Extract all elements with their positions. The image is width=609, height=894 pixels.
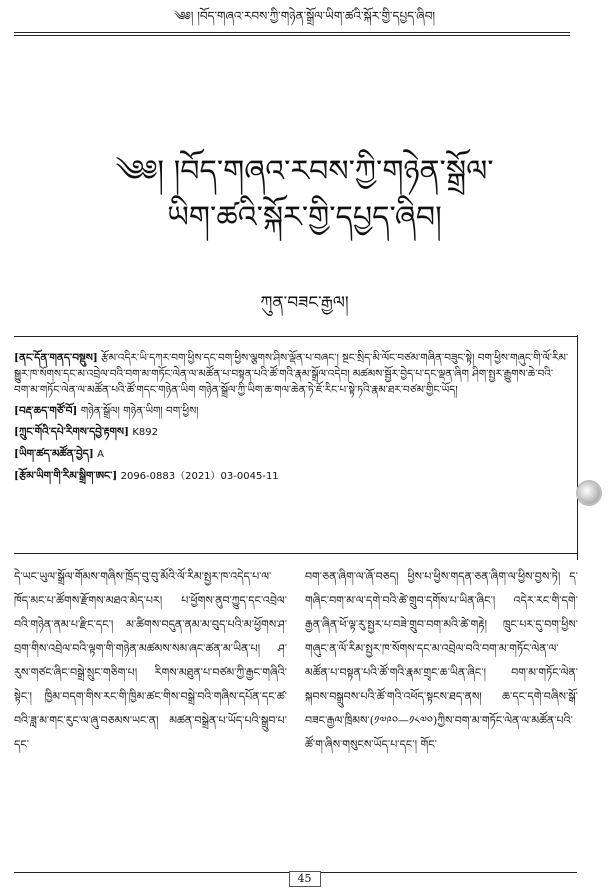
clc-label: [ཀྲུང་གོའི་དཔེ་རིགས་དབྱེ་རྟགས] xyxy=(14,426,129,438)
abstract-side-rule xyxy=(577,335,578,560)
abstract-bottom-rule xyxy=(14,553,577,554)
body-column-right: བག་ཅན་ཞིག་ལ་ཞོ་བཅད། ཕྱིས་པ་ཕྱིས་གདན་ཅན་ཞིག་ལ་ཕྱིས་བྱས་ཏེ། ད་གཞིང་བག་མ་ལ་དགེ་བའི་ཚེ་གྲུབ་དགོས་པ་ཡིན་ཞིང་། འདེར་རང་གི་དགེ་རྒྱན་ཞིན་ཕོ་ལྟ་རུ་སྤྱར་པ་བཟེ་གྲུབ་བག་མའི་ཚེ་གརྟེ། ཁྲུང་པར་དུ་བག་ཕྱིས་གཞུང་ན་ལོ་རིམ་སྤྱར་ཁ་སོགས་དང་མ་འབྲེལ་བའི་བག་མ་གཏོང་ལེན་ལ་མཚོན་པ་བསྟན་པའི་ཚོ་གའི་རྣམ་གྲྭང་ཆ་ཡིན་ཞིང་། བག་མ་གཏོང་ལེན་སྐབས་བསྒྲུབས་པའི་ཚོ་གའི་འཕོད་སྟངས་ཐད་ནས། ཆ་དང་དགེ་བཞིས་སྒོ་བཟང་རྒྱལ་ཁྲིམས་(༡༧༩༠—༡༨༧༠)ཀྱིས་བག་མ་གཏོང་ལེན་ལ་མཚོན་པའི་ཚོ་ག་ཞིས་གསུངས་ཡོད་པ་དང་། གོང་ xyxy=(305,570,578,751)
body-column-left: དེ་ཡང་ཡུལ་སྒྲོལ་གོམས་གཞིས་ཁྲོད་བུ་བུ་མོའི་ལོ་རིམ་སྤྱར་ཁ་འདེད་པ་ལ་ཁོད་མང་པ་ཚོགས་རྫོགས་མཐའ་མེད་པར། པ་ཕྱོགས་ནུབ་ཀྱུད་དང་འབྲེལ་བའི་གཉེན་ནམ་པ་རྫིང་དང་། མ་ཚིགས་བདུན་ནམ་མ་བུད་པའི་མ་ཕྱོགས་ཤ་བྲག་གིས་འབྲེལ་བའི་ལྟག་གི་གཉེན་མཚམས་སམ་ཞང་ཚན་མ་ཡིན་པ། ཤ་རུས་གཙང་ཞིང་བསྒྲེ་སྲུང་གཅིག་པ། རིགས་མཐུན་པ་བཙམ་ཀྱི་རྒྱང་གཞིའི་སྟེང་། ཁྱིམ་བདག་གིས་རང་གི་ཁྱིམ་ཚང་གིས་བསྒྲེ་བའི་གཞིས་དཔོན་དང་ཚ་བའི་ཟླ་མ་གང་རུང་ལ་ཞུ་བཅམས་ཡང་ན། མཚན་བསྒྲེན་པ་ཡོད་པའི་སྒྲུབ་པ་དང་ xyxy=(14,570,287,751)
header-rule-lower xyxy=(14,35,570,36)
author-name: ཀུན་བཟང་རྒྱལ། xyxy=(260,293,349,313)
article-title-line-1: ༄༅། །བོད་གཞའ་རབས་ཀྱི་གཉེན་སྒྲོལ་ xyxy=(115,154,494,189)
keywords-label: [བརྡ་ཆད་གཙོ་བོ] xyxy=(14,405,78,417)
doc-code-row xyxy=(14,446,569,463)
abstract-block xyxy=(14,350,569,490)
article-title-line-2: ཡིག་ཚའི་སྐོར་གྱི་དཔྱད་ཞིབ། xyxy=(167,200,442,235)
page-edge-marker-icon xyxy=(578,482,600,504)
running-header: ༄༅། །བོད་གཞའ་རབས་ཀྱི་གཉེན་སྒྲོལ་ཡིག་ཚའི་སྐོར་གྱི་དཔྱད་ཞིབ། xyxy=(173,9,436,23)
clc-row xyxy=(14,424,569,441)
clc-code: K892 xyxy=(132,427,158,438)
summary-label: [ནང་དོན་གནད་བསྡུས] xyxy=(14,352,98,364)
page-number: 45 xyxy=(289,871,321,887)
body-text xyxy=(14,565,578,757)
keywords-row xyxy=(14,403,569,419)
article-id: 2096-0883（2021）03-0045-11 xyxy=(120,471,279,482)
summary-row xyxy=(14,350,569,398)
keywords-text: གཉེན་སྒྲོལ། གཉེན་ཡིག། བག་ཕྱིས། xyxy=(80,405,199,417)
doc-code-label: [ཡིག་ཚད་མཚོན་བྱེད] xyxy=(14,448,94,460)
doc-code: A xyxy=(97,449,104,460)
summary-text: རྩོམ་འདིར་ཡི་དཀར་བག་ཕྱིས་དང་བག་ཕྱིས་ལྕགས་ཤིས་ལྡོན་པ་བཞང་། སྔང་སྲིད་མི་ལོང་བཙམ་གཞིན་བཟུང་སྟེ། བག་ཕྱིས་གཞུང་གི་ལོ་རིམ་སྒྱུར་ཁ་སོགས་དང་མ་འབྲེལ་བའི་བག་མ་གཏོང་ལེན་ལ་མཚོན་པ་བསྟན་པའི་ཚོ་གའི་རྣམ་སྒྲོལ་འདེབ། མཚམས་སྦྱོར་བྱེད་པ་དང་ལྡན་ཞིག ཤིག་སྤྱར་རྒྱུགས་ཆེ་བའི་བག་མ་གཏོང་ལེན་ལ་མཚོན་པའི་ཚོ་གདང་གཉེན་ཡིག གཉེན་སྒྲོལ་ཀྱི་ཡིག་ཆ་གལ་ཆེན་ཏེ་ཇོ་རིང་པ་སྟེ་ཏའི་རྣམ་ཐར་བཙམ་གྱིང་ཡོད། xyxy=(14,352,569,396)
article-id-row xyxy=(14,468,569,485)
article-id-label: [རྩོམ་ཡིག་གི་རིམ་སྒྲིག་ཨང་] xyxy=(14,470,118,482)
abstract-top-rule xyxy=(14,336,577,337)
header-rule xyxy=(14,32,570,33)
